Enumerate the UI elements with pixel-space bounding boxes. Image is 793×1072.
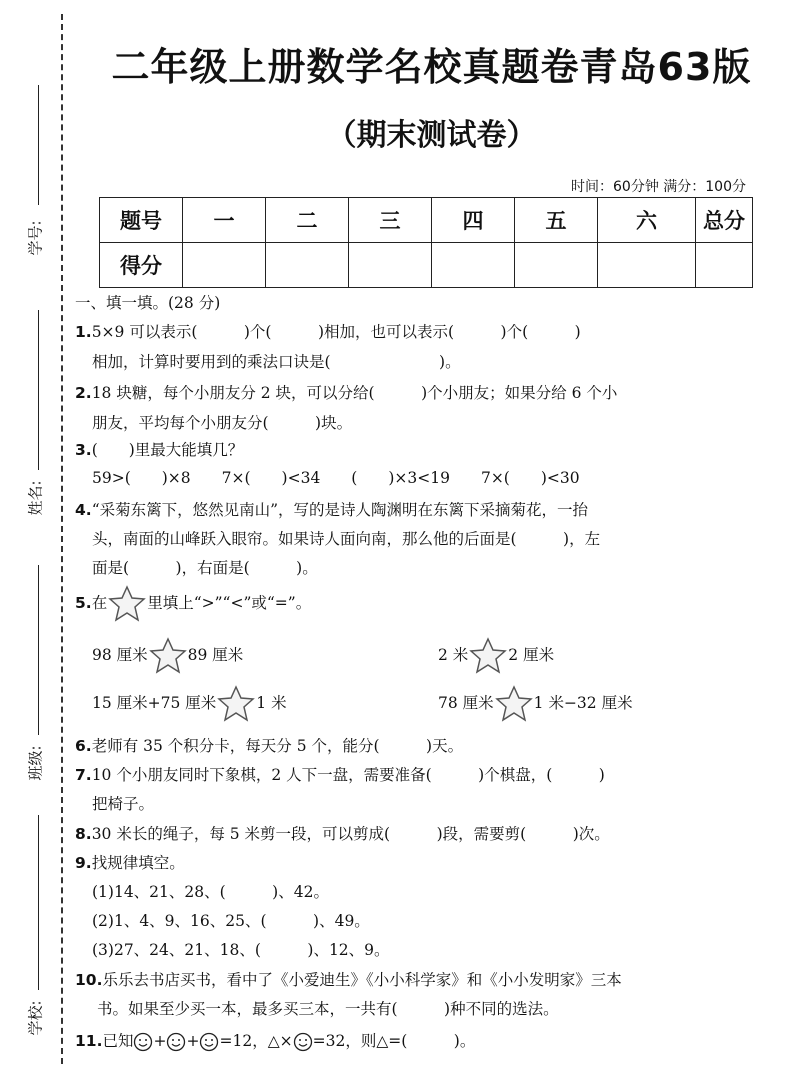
header-cell: 四 <box>432 198 515 243</box>
question-text: 已知 <box>102 1032 134 1050</box>
question-text: + <box>153 1032 167 1050</box>
question-10 <box>75 968 622 990</box>
compare-right: 2 厘米 <box>508 646 555 664</box>
question-text: “采菊东篱下，悠然见南山”，写的是诗人陶渊明在东篱下采摘菊花，一抬 <box>91 501 589 519</box>
star-icon[interactable] <box>216 684 256 724</box>
question-text: 乐乐去书店买书，看中了《小爱迪生》《小小科学家》和《小小发明家》三本 <box>102 971 622 989</box>
question-text: 老师有 35 个积分卡，每天分 5 个，能分( )天。 <box>91 737 464 755</box>
score-cell[interactable] <box>349 243 432 288</box>
question-text: =12，△× <box>219 1032 293 1050</box>
score-cell[interactable] <box>515 243 598 288</box>
score-cell[interactable] <box>598 243 696 288</box>
score-cell[interactable] <box>432 243 515 288</box>
score-table <box>99 197 753 288</box>
question-text: 10 个小朋友同时下象棋，2 人下一盘，需要准备( )个棋盘，( ) <box>91 766 605 784</box>
question-number: 11. <box>75 1032 103 1050</box>
side-line <box>38 85 39 205</box>
smiley-icon <box>166 1032 186 1052</box>
star-icon <box>107 584 147 624</box>
question-7 <box>75 763 605 785</box>
header-cell: 一 <box>183 198 266 243</box>
question-number: 10. <box>75 971 103 989</box>
star-icon[interactable] <box>494 684 534 724</box>
question-number: 3. <box>75 441 92 459</box>
question-11 <box>75 1029 475 1052</box>
question-3-cont: 59>( )×8 7×( )<34 ( )×3<19 7×( )<30 <box>92 469 580 487</box>
question-text: =32，则△=( )。 <box>312 1032 476 1050</box>
question-5 <box>75 584 311 624</box>
compare-row <box>438 684 633 724</box>
header-cell: 题号 <box>100 198 183 243</box>
question-text: 5×9 可以表示( )个( )相加，也可以表示( )个( ) <box>91 323 581 341</box>
compare-row <box>438 636 554 676</box>
question-number: 5. <box>75 594 92 612</box>
page-title: 二年级上册数学名校真题卷青岛63版 <box>111 45 752 89</box>
header-cell: 六 <box>598 198 696 243</box>
question-9-cont: (2)1、4、9、16、25、( )、49。 <box>92 912 370 930</box>
question-text: 30 米长的绳子，每 5 米剪一段，可以剪成( )段，需要剪( )次。 <box>91 825 610 843</box>
header-cell: 总分 <box>696 198 753 243</box>
question-6 <box>75 734 463 756</box>
question-text: 里填上“>”“<”或“=”。 <box>147 594 312 612</box>
question-1-cont: 相加，计算时要用到的乘法口诀是( )。 <box>92 353 461 371</box>
header-cell: 三 <box>349 198 432 243</box>
compare-left: 98 厘米 <box>92 646 148 664</box>
side-label-xuehao: 学号: <box>26 220 45 256</box>
side-label-school: 学校: <box>26 1000 45 1036</box>
question-number: 6. <box>75 737 92 755</box>
side-line <box>38 565 39 735</box>
question-1 <box>75 320 581 342</box>
star-icon[interactable] <box>468 636 508 676</box>
question-9-cont: (1)14、21、28、( )、42。 <box>92 883 329 901</box>
question-text: + <box>186 1032 200 1050</box>
compare-right: 1 米 <box>256 694 287 712</box>
question-10-cont: 书。如果至少买一本，最多买三本，一共有( )种不同的选法。 <box>97 1000 559 1018</box>
section-heading: 一、填一填。(28 分) <box>75 294 221 312</box>
exam-meta: 时间：60分钟 满分：100分 <box>571 179 746 195</box>
question-number: 7. <box>75 766 92 784</box>
compare-left: 78 厘米 <box>438 694 494 712</box>
star-icon[interactable] <box>148 636 188 676</box>
question-2 <box>75 381 617 403</box>
score-cell[interactable] <box>183 243 266 288</box>
side-label-name: 姓名: <box>26 480 45 516</box>
compare-row <box>92 636 243 676</box>
score-row <box>100 243 753 288</box>
header-cell: 五 <box>515 198 598 243</box>
question-text: ( )里最大能填几？ <box>91 441 244 459</box>
compare-right: 1 米−32 厘米 <box>533 694 633 712</box>
side-label-class: 班级: <box>26 745 45 781</box>
score-cell[interactable] <box>696 243 753 288</box>
side-line <box>38 310 39 470</box>
question-7-cont: 把椅子。 <box>92 795 155 813</box>
question-number: 8. <box>75 825 92 843</box>
question-9-cont: (3)27、24、21、18、( )、12、9。 <box>92 941 390 959</box>
question-text: 在 <box>91 594 108 612</box>
cut-line <box>61 14 63 1064</box>
question-4-cont: 面是( )，右面是( )。 <box>92 559 318 577</box>
smiley-icon <box>133 1032 153 1052</box>
header-cell: 二 <box>266 198 349 243</box>
question-4-cont: 头，南面的山峰跃入眼帘。如果诗人面向南，那么他的后面是( )，左 <box>92 530 601 548</box>
question-text: 18 块糖，每个小朋友分 2 块，可以分给( )个小朋友；如果分给 6 个小 <box>91 384 618 402</box>
smiley-icon <box>293 1032 313 1052</box>
question-2-cont: 朋友，平均每个小朋友分( )块。 <box>92 414 353 432</box>
question-number: 2. <box>75 384 92 402</box>
compare-left: 15 厘米+75 厘米 <box>92 694 217 712</box>
question-number: 9. <box>75 854 92 872</box>
compare-left: 2 米 <box>438 646 469 664</box>
side-line <box>38 815 39 990</box>
smiley-icon <box>199 1032 219 1052</box>
question-number: 1. <box>75 323 92 341</box>
compare-right: 89 厘米 <box>187 646 244 664</box>
score-cell[interactable] <box>266 243 349 288</box>
question-3 <box>75 438 243 460</box>
score-header-row <box>100 198 753 243</box>
question-8 <box>75 822 610 844</box>
question-text: 找规律填空。 <box>91 854 185 872</box>
compare-row <box>92 684 287 724</box>
question-9 <box>75 851 185 873</box>
page-subtitle: （期末测试卷） <box>326 118 537 153</box>
question-number: 4. <box>75 501 92 519</box>
question-4 <box>75 498 588 520</box>
row-label: 得分 <box>100 243 183 288</box>
